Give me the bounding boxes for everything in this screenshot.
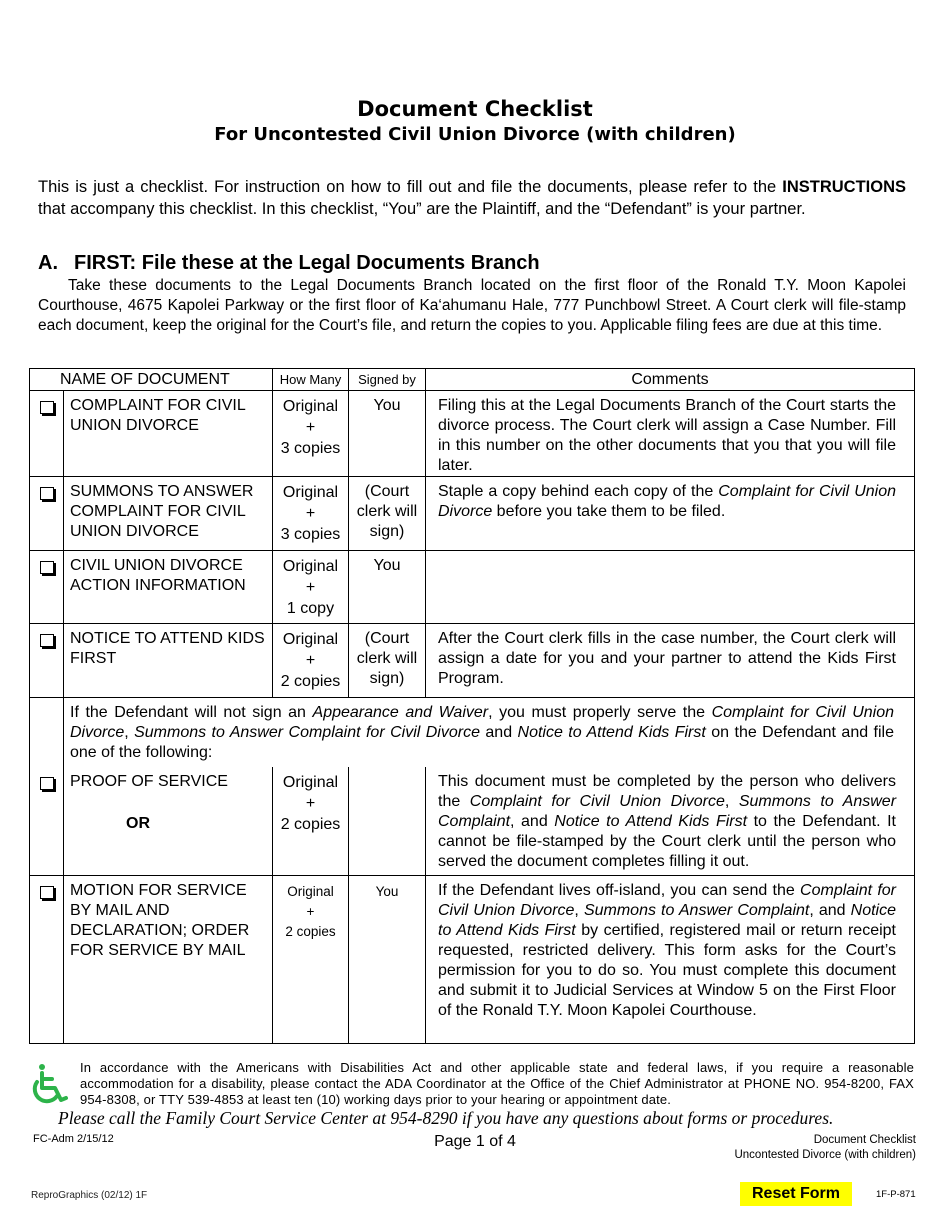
table-header-row <box>30 369 915 391</box>
document-name: MOTION FOR SERVICE BY MAIL AND DECLARATION; ORDER FOR SERVICE BY MAIL <box>64 876 273 1044</box>
reset-form-button[interactable]: Reset Form <box>740 1182 852 1206</box>
document-name: NOTICE TO ATTEND KIDS FIRST <box>64 624 273 698</box>
checkbox-action-info[interactable] <box>40 561 54 574</box>
checkbox-kids-first[interactable] <box>40 634 54 647</box>
table-row <box>30 767 915 876</box>
checkbox-complaint[interactable] <box>40 401 54 414</box>
page-title: Document Checklist <box>357 97 593 121</box>
form-number: 1F-P-871 <box>876 1189 916 1200</box>
ada-notice: In accordance with the Americans with Disabilities Act and other applicable state and federal laws, if you require a reasonable accommodation for a disability, please contact the ADA Coordinator at the Office of the Chief Administrator at PHONE NO. 954-8200, FAX 954-8308, or TTY 539-4853 at least ten (10) working days prior to your hearing or appointment date. <box>80 1060 914 1107</box>
comment <box>426 551 915 624</box>
table-row <box>30 876 915 1044</box>
signed-by: You <box>349 551 426 624</box>
table-row-note <box>30 698 915 767</box>
how-many: Original + 2 copies <box>273 876 349 1044</box>
family-court-notice: Please call the Family Court Service Center at 954-8290 if you have any questions about forms or procedures. <box>58 1108 834 1128</box>
document-name: COMPLAINT FOR CIVIL UNION DIVORCE <box>64 391 273 477</box>
how-many: Original + 2 copies <box>273 767 349 876</box>
signed-by <box>349 767 426 876</box>
document-name: SUMMONS TO ANSWER COMPLAINT FOR CIVIL UNION DIVORCE <box>64 477 273 551</box>
checkbox-proof-of-service[interactable] <box>40 777 54 790</box>
how-many: Original + 2 copies <box>273 624 349 698</box>
table-row <box>30 551 915 624</box>
how-many: Original + 3 copies <box>273 391 349 477</box>
page-number: Page 1 of 4 <box>434 1133 516 1150</box>
service-note: If the Defendant will not sign an Appearance and Waiver, you must properly serve the Complaint for Civil Union Divorce, Summons to Answer Complaint for Civil Divorce and Notice to Attend Kids First on the Defendant and file one of the following: <box>64 698 915 767</box>
document-name: PROOF OF SERVICE OR <box>64 767 273 876</box>
signed-by: (Court clerk will sign) <box>349 477 426 551</box>
comment: This document must be completed by the person who delivers the Complaint for Civil Union Divorce, Summons to Answer Complaint, and Notice to Attend Kids First to the Defendant. It cannot be file-stamped by the Court clerk until the person who served the document completes filling it out. <box>426 767 915 876</box>
header-comments: Comments <box>426 369 915 391</box>
intro-paragraph: This is just a checklist. For instruction on how to fill out and file the documents, please refer to the INSTRUCTIONS that accompany this checklist. In this checklist, “You” are the Plaintiff, and the “Defendant” is your partner. <box>38 178 906 218</box>
table-row <box>30 391 915 477</box>
repro-code: ReproGraphics (02/12) 1F <box>31 1190 148 1201</box>
comment: Filing this at the Legal Documents Branch of the Court starts the divorce process. The Court clerk will assign a Case Number. Fill in this number on the other documents that you that you will file later. <box>426 391 915 477</box>
section-a-body: Take these documents to the Legal Documents Branch located on the first floor of the Ronald T.Y. Moon Kapolei Courthouse, 4675 Kapolei Parkway or the first floor of Ka‘ahumanu Hale, 777 Punchbowl Street. A Court clerk will file-stamp each document, keep the original for the Court’s file, and return the copies to you. Applicable filing fees are due at this time. <box>38 277 906 334</box>
signed-by: You <box>349 391 426 477</box>
table-row <box>30 624 915 698</box>
accessibility-icon <box>28 1062 74 1106</box>
page-subtitle: For Uncontested Civil Union Divorce (with children) <box>214 124 736 145</box>
table-row <box>30 477 915 551</box>
signed-by: (Court clerk will sign) <box>349 624 426 698</box>
form-id: FC-Adm 2/15/12 <box>33 1133 114 1145</box>
section-a-heading: A. FIRST: File these at the Legal Documents Branch <box>38 252 540 274</box>
header-name: NAME OF DOCUMENT <box>30 369 273 391</box>
comment: Staple a copy behind each copy of the Complaint for Civil Union Divorce before you take them to be filed. <box>426 477 915 551</box>
checkbox-motion-service-mail[interactable] <box>40 886 54 899</box>
signed-by: You <box>349 876 426 1044</box>
document-name: CIVIL UNION DIVORCE ACTION INFORMATION <box>64 551 273 624</box>
header-signed-by: Signed by <box>349 369 426 391</box>
checkbox-summons[interactable] <box>40 487 54 500</box>
or-label: OR <box>126 814 150 832</box>
comment: If the Defendant lives off-island, you can send the Complaint for Civil Union Divorce, Summons to Answer Complaint, and Notice to Attend Kids First by certified, registered mail or return receipt requested, restricted delivery. This form asks for the Court’s permission for you to do so. You must complete this document and submit it to Judicial Services at Window 5 on the First Floor of the Ronald T.Y. Moon Kapolei Courthouse. <box>426 876 915 1044</box>
footer-doc-title: Document Checklist Uncontested Divorce (with children) <box>734 1134 916 1161</box>
document-checklist-table <box>29 368 915 1044</box>
how-many: Original + 3 copies <box>273 477 349 551</box>
header-how-many: How Many <box>273 369 349 391</box>
how-many: Original + 1 copy <box>273 551 349 624</box>
comment: After the Court clerk fills in the case number, the Court clerk will assign a date for you and your partner to attend the Kids First Program. <box>426 624 915 698</box>
